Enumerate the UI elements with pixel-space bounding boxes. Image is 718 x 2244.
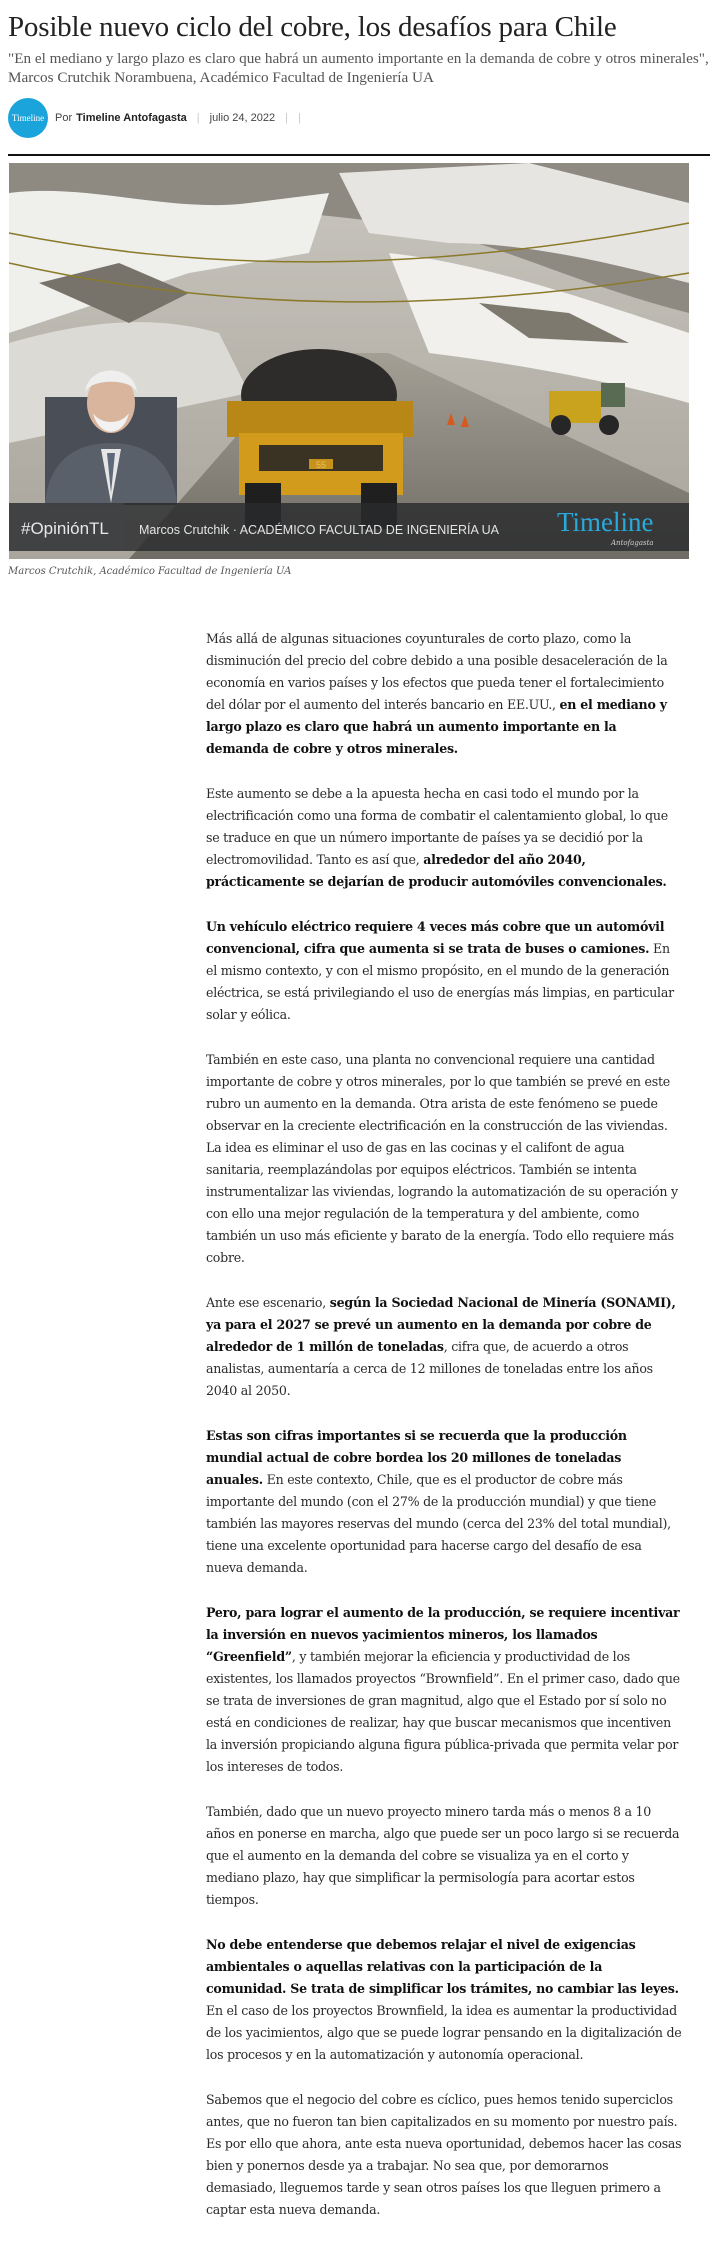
timeline-logo-sub: Antofagasta: [611, 539, 654, 547]
hero-caption: Marcos Crutchik, Académico Facultad de Ingeniería UA: [8, 566, 292, 577]
article-paragraph: [206, 1801, 682, 1911]
bold-text: según la Sociedad Nacional de Minería (SONAMI), ya para el 2027 se prevé un aumento en la demanda por cobre de alrededor de 1 millón de toneladas: [206, 1295, 676, 1354]
body-text: Sabemos que el negocio del cobre es cíclico, pues hemos tenido superciclos antes, que no fueron tan bien capitalizados en su momento por nuestro país. Es por ello que ahora, ante esta nueva oportunidad, debemos hacer las cosas bien y ponernos desde ya a trabajar. No sea que, por demorarnos demasiado, lleguemos tarde y sean otros países los que lleguen primero a captar esta nueva demanda.: [206, 2092, 682, 2217]
byline-separator: |: [196, 112, 200, 124]
article-paragraph: [206, 1049, 682, 1269]
avatar-label: Timeline: [11, 113, 45, 123]
body-text: En el caso de los proyectos Brownfield, la idea es aumentar la productividad de los yacimientos, algo que se puede lograr pensando en la digitalización de los procesos y en la automatización y autonomía operacional.: [206, 2003, 682, 2062]
body-text: También, dado que un nuevo proyecto minero tarda más o menos 8 a 10 años en ponerse en marcha, algo que puede ser un poco largo si se recuerda que el aumento en la demanda del cobre se visualiza ya en el corto y mediano plazo, hay que simplificar la permisología para acortar estos tiempos.: [206, 1804, 680, 1907]
article-paragraph: [206, 916, 682, 1026]
truck-number: 55: [315, 460, 327, 470]
author-link[interactable]: Timeline Antofagasta: [76, 112, 187, 124]
timeline-logo: Timeline: [557, 507, 654, 537]
author-avatar[interactable]: [8, 98, 48, 138]
article-paragraph: [206, 1934, 682, 2066]
bold-text: en el mediano y largo plazo es claro que habrá un aumento importante en la demanda de cobre y otros minerales.: [206, 697, 667, 756]
hero-image: [9, 163, 689, 559]
article-body: [206, 628, 682, 2244]
hero-banner-text: Marcos Crutchik · ACADÉMICO FACULTAD DE INGENIERÍA UA: [139, 523, 500, 537]
byline-separator: |: [297, 112, 301, 124]
bold-text: alrededor del año 2040, prácticamente se dejarían de producir automóviles convencionales.: [206, 852, 667, 889]
publish-date: julio 24, 2022: [209, 112, 276, 124]
body-text: También en este caso, una planta no convencional requiere una cantidad importante de cobre y otros minerales, por lo que también se prevé en este rubro un aumento en la demanda. Otra arista de este fenómeno se puede observar en la creciente electrificación en la construcción de las viviendas. La idea es eliminar el uso de gas en las cocinas y el califont de agua sanitaria, reemplazándolas por equipos eléctricos. También se intenta instrumentalizar las viviendas, logrando la automatización de su operación y con ello una mejor regulación de la temperatura y del ambiente, como también un uso más eficiente y barato de la energía. Todo ello requiere más cobre.: [206, 1052, 678, 1265]
bold-text: Estas son cifras importantes si se recuerda que la producción mundial actual de cobre bordea los 20 millones de toneladas anuales.: [206, 1428, 627, 1487]
bold-text: Pero, para lograr el aumento de la producción, se requiere incentivar la inversión en nuevos yacimientos mineros, los llamados “Greenfield”: [206, 1605, 680, 1664]
body-text: , cifra que, de acuerdo a otros analistas, aumentaría a cerca de 12 millones de toneladas entre los años 2040 al 2050.: [206, 1339, 653, 1398]
body-text: En este contexto, Chile, que es el productor de cobre más importante del mundo (con el 27% de la producción mundial) y que tiene también las mayores reservas del mundo (cerca del 23% del total mundial), tiene una excelente oportunidad para hacerse cargo del desafío de esa nueva demanda.: [206, 1472, 671, 1575]
article-paragraph: [206, 1292, 682, 1402]
article-paragraph: [206, 1602, 682, 1778]
by-label: Por: [55, 112, 73, 124]
header-divider: [8, 154, 710, 156]
article-paragraph: [206, 2089, 682, 2221]
article-paragraph: [206, 1425, 682, 1579]
body-text: Este aumento se debe a la apuesta hecha en casi todo el mundo por la electrificación como una forma de combatir el calentamiento global, lo que se traduce en que un número importante de países ya se decidió por la electromovilidad. Tanto es así que,: [206, 786, 668, 867]
article-paragraph: [206, 783, 682, 893]
byline: [8, 96, 712, 140]
article-title: Posible nuevo ciclo del cobre, los desafíos para Chile: [8, 11, 617, 43]
body-text: En el mismo contexto, y con el mismo propósito, en el mundo de la generación eléctrica, se está privilegiando el uso de energías más limpias, en particular solar y eólica.: [206, 941, 674, 1022]
body-text: Ante ese escenario,: [206, 1295, 330, 1310]
byline-separator: |: [285, 112, 288, 124]
bold-text: No debe entenderse que debemos relajar el nivel de exigencias ambientales o aquellas relativas con la participación de la comunidad. Se trata de simplificar los trámites, no cambiar las leyes.: [206, 1937, 679, 1996]
bold-text: Un vehículo eléctrico requiere 4 veces más cobre que un automóvil convencional, cifra que aumenta si se trata de buses o camiones.: [206, 919, 665, 956]
body-text: Más allá de algunas situaciones coyunturales de corto plazo, como la disminución del precio del cobre debido a una posible desaceleración de la economía en varios países y los efectos que pueda tener el fortalecimiento del dólar por el aumento del interés bancario en EE.UU.,: [206, 631, 668, 712]
hero-hashtag: #OpiniónTL: [21, 519, 109, 538]
article-paragraph: [206, 628, 682, 760]
body-text: , y también mejorar la eficiencia y productividad de los existentes, los llamados proyectos “Brownfield”. En el primer caso, dado que se trata de inversiones de gran magnitud, algo que el Estado por sí solo no está en condiciones de realizar, hay que buscar mecanismos que incentiven la inversión propiciando alguna figura pública-privada que permita velar por los intereses de todos.: [206, 1649, 680, 1774]
article-subtitle: "En el mediano y largo plazo es claro que habrá un aumento importante en la demanda de cobre y otros minerales", Marcos Crutchik Norambuena, Académico Facultad de Ingeniería UA: [8, 50, 709, 86]
